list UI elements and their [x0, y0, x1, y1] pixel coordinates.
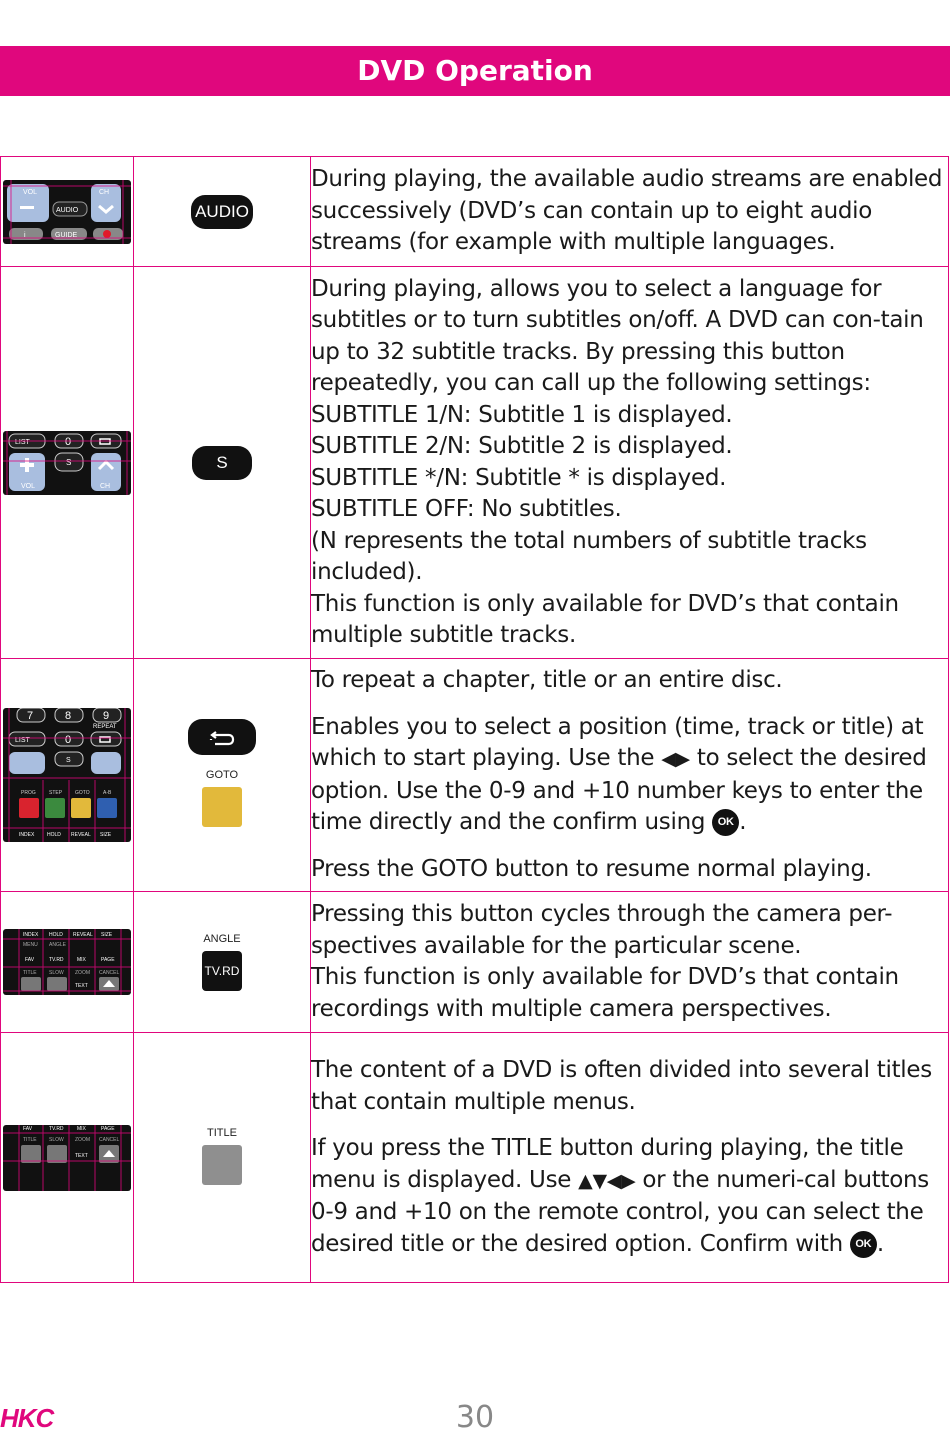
description-text: Pressing this button cycles through the camera per-spectives available for the particular scene. [311, 901, 893, 959]
hold-label: HOLD [49, 932, 63, 938]
description-fragment: Enables you to select a position (time, track or title) at which to start playing. Use the [311, 713, 924, 771]
subtitle-button[interactable]: S [192, 446, 252, 480]
description-text: During playing, allows you to select a language for subtitles or to turn subtitles on/off. A DVD can con-tain up to 32 subtitle tracks. By pressing this button repeatedly, you can call up the following settings: [311, 275, 924, 396]
table-row [1, 157, 949, 267]
remote-audio-illustration [3, 180, 131, 244]
zero-label: 0 [65, 734, 72, 746]
list-label: LIST [15, 737, 30, 744]
description-fragment: to select the desired option. Use the 0-9 and +10 number keys to enter the time directly and the confirm using [311, 745, 927, 835]
title-mini-label: TITLE [23, 970, 37, 976]
index-label: INDEX [23, 932, 39, 938]
record-icon [103, 230, 111, 238]
page-label: PAGE [101, 1125, 115, 1132]
description-text: SUBTITLE 2/N: Subtitle 2 is displayed. [311, 433, 733, 459]
repeat-key [91, 732, 121, 746]
audio-button[interactable]: AUDIO [191, 195, 253, 229]
text-label: TEXT [75, 983, 88, 989]
tvrd-mini-label: TV.RD [49, 1125, 64, 1132]
size-label: SIZE [100, 832, 112, 838]
description-cell [311, 1033, 949, 1283]
zoom-label: ZOOM [75, 1136, 90, 1143]
description-text: This function is only available for DVD’s that contain recordings with multiple camera perspectives. [311, 964, 899, 1022]
page-label: PAGE [101, 957, 115, 963]
left-right-arrows-icon: ◀▶ [661, 748, 690, 770]
slow-label: SLOW [49, 970, 64, 976]
text-label: TEXT [75, 1152, 88, 1159]
index-label: INDEX [19, 832, 35, 838]
description-fragment: If you press the TITLE button during playing, the title menu is displayed. Use [311, 1135, 904, 1193]
description-text: SUBTITLE */N: Subtitle * is displayed. [311, 464, 727, 491]
reveal-label: REVEAL [71, 832, 91, 838]
description-cell [311, 157, 949, 267]
repeat-button[interactable] [188, 719, 256, 755]
remote-image-cell [1, 157, 134, 267]
remote-goto-illustration [3, 708, 131, 842]
prog-label: PROG [21, 790, 36, 796]
size-label: SIZE [101, 932, 113, 938]
remote-image-cell [1, 267, 134, 659]
title-mini-label: TITLE [23, 1136, 37, 1143]
list-label: LIST [15, 438, 30, 446]
goto-mini-label: GOTO [75, 790, 90, 796]
angle-button[interactable]: TV.RD [202, 951, 242, 991]
description-text: If you press the TITLE button during playing, the title menu is displayed. Use ▲▼◀▶ or the numeri-cal buttons 0-9 and +10 on the remote control, you can select the desired title or the desired option. Confirm with OK . [311, 1135, 929, 1257]
remote-image-cell [1, 1033, 134, 1283]
ab-label: A-B [103, 790, 112, 796]
angle-label: ANGLE [203, 933, 241, 945]
ok-icon: OK [712, 809, 739, 836]
table-row [1, 659, 949, 892]
ok-icon: OK [850, 1231, 877, 1258]
key-7-label: 7 [27, 710, 34, 722]
key-cell [134, 1033, 311, 1283]
zero-label: 0 [65, 435, 72, 448]
remote-image-cell [1, 659, 134, 892]
repeat-icon [207, 730, 237, 748]
hold-label: HOLD [47, 832, 61, 838]
audio-mini-label: AUDIO [56, 206, 79, 214]
ch-label: CH [100, 482, 111, 490]
repeat-caption: REPEAT [93, 724, 117, 730]
description-text: Press the GOTO button to resume normal playing. [311, 855, 872, 882]
remote-angle-illustration [3, 929, 131, 995]
mix-label: MIX [77, 957, 86, 963]
arrow-keys-icon: ▲▼◀▶ [578, 1169, 636, 1192]
description-text: This function is only available for DVD’s that contain multiple subtitle tracks. [311, 590, 899, 648]
description-text: During playing, the available audio streams are enabled successively (DVD’s can contain up to eight audio streams (for example with multiple languages. [311, 166, 943, 256]
key-cell [134, 157, 311, 267]
goto-label: GOTO [205, 769, 239, 781]
vol-label: VOL [21, 482, 36, 490]
slow-label: SLOW [49, 1136, 64, 1143]
key-cell [134, 892, 311, 1033]
key-9-label: 9 [103, 710, 110, 722]
yellow-key [71, 798, 91, 818]
key-8-label: 8 [65, 710, 72, 722]
key-cell [134, 659, 311, 892]
s-label: S [66, 757, 71, 764]
key-cell [134, 267, 311, 659]
zoom-label: ZOOM [75, 970, 90, 976]
ch-label: CH [99, 188, 110, 196]
table-row [1, 267, 949, 659]
remote-title-illustration [3, 1125, 131, 1191]
description-cell [311, 659, 949, 892]
remote-subtitle-illustration [3, 431, 131, 495]
description-text: SUBTITLE 1/N: Subtitle 1 is displayed. [311, 401, 733, 428]
table-row [1, 1033, 949, 1283]
info-label: i [24, 231, 26, 239]
description-fragment: or the numeri-cal buttons 0-9 and +10 on the remote control, you can select the desired title or the desired option. Confirm with [311, 1166, 929, 1257]
menu-label: MENU [23, 942, 38, 948]
vol-label: VOL [23, 188, 38, 196]
title-button[interactable] [202, 1145, 242, 1185]
red-key [19, 798, 39, 818]
s-mini-label: S [66, 457, 72, 467]
description-text: SUBTITLE OFF: No subtitles. [311, 496, 622, 522]
fav-label: FAV [23, 1125, 33, 1132]
angle-mini-label: ANGLE [49, 942, 66, 948]
brand-logo: HKC [0, 1403, 54, 1433]
goto-button[interactable] [202, 787, 242, 827]
description-text: Enables you to select a position (time, track or title) at which to start playing. Use the ◀▶ to select the desired option. Use the 0-9 and +10 number keys to enter the time directly and the confirm using OK . [311, 713, 927, 835]
table-row [1, 892, 949, 1033]
guide-label: GUIDE [55, 231, 78, 239]
step-label: STEP [49, 790, 63, 796]
minus-icon [20, 206, 34, 209]
mix-label: MIX [77, 1125, 86, 1132]
tvrd-mini-label: TV.RD [49, 957, 64, 963]
operations-table [0, 156, 949, 1283]
description-text: To repeat a chapter, title or an entire disc. [311, 667, 783, 693]
page-title: DVD Operation [357, 54, 593, 87]
title-label: TITLE [207, 1126, 237, 1139]
fav-label: FAV [25, 957, 35, 963]
description-cell [311, 892, 949, 1033]
cancel-label: CANCEL [99, 970, 120, 976]
page-header [0, 46, 950, 96]
description-text: (N represents the total numbers of subtitle tracks included). [311, 527, 867, 585]
page-number: 30 [455, 1400, 495, 1435]
description-text: The content of a DVD is often divided into several titles that contain multiple menus. [311, 1057, 932, 1115]
remote-image-cell [1, 892, 134, 1033]
green-key [45, 798, 65, 818]
reveal-label: REVEAL [73, 932, 93, 938]
cancel-label: CANCEL [99, 1136, 120, 1143]
description-cell [311, 267, 949, 659]
blue-key [97, 798, 117, 818]
